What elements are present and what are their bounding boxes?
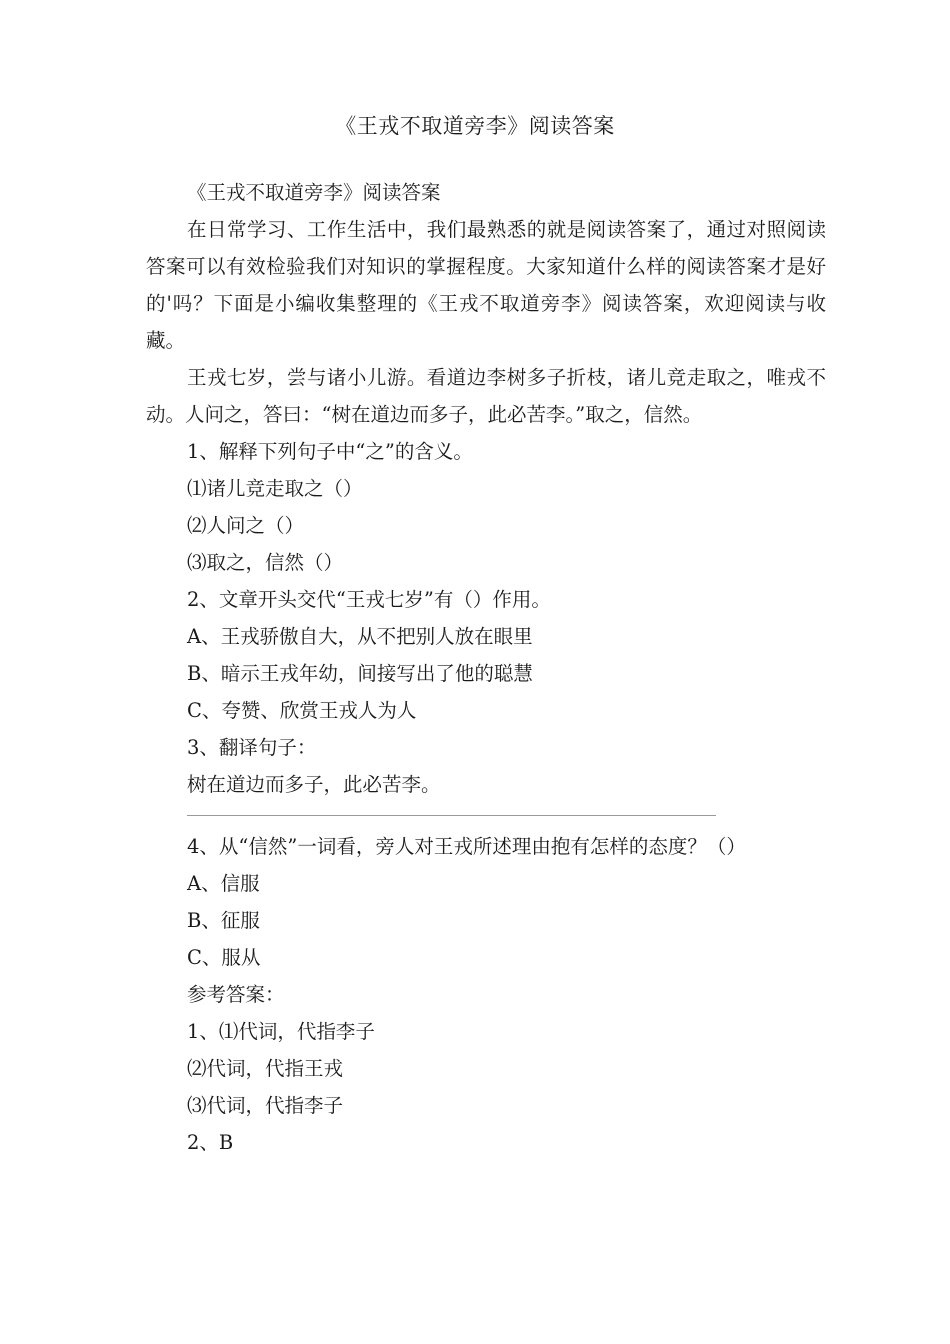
document-body — [146, 174, 826, 1161]
question-line: ⑵人问之（） — [187, 514, 305, 537]
answer-line: ⑵代词，代指王戎 — [187, 1057, 344, 1080]
question-line: C、夸赞、欣赏王戎人为人 — [187, 699, 417, 722]
answer-line: ⑶代词，代指李子 — [187, 1094, 344, 1117]
answer-blank-line — [187, 815, 716, 816]
questions-part1 — [146, 433, 826, 803]
answer-line: 2、B — [187, 1131, 234, 1154]
answer-line: 参考答案： — [187, 983, 285, 1006]
intro-heading: 《王戎不取道旁李》阅读答案 — [187, 181, 441, 204]
question-line: 3、翻译句子： — [187, 736, 317, 759]
intro-paragraph: 在日常学习、工作生活中，我们最熟悉的就是阅读答案了，通过对照阅读答案可以有效检验我们对知识的掌握程度。大家知道什么样的阅读答案才是好的'吗？下面是小编收集整理的《王戎不取道旁李》阅读答案，欢迎阅读与收藏。 — [146, 218, 826, 352]
answer-line: 1、⑴代词，代指李子 — [187, 1020, 375, 1043]
question-line: 2、文章开头交代“王戎七岁”有（）作用。 — [187, 588, 551, 611]
document-title: 《王戎不取道旁李》阅读答案 — [335, 114, 615, 138]
question-line: ⑴诸儿竞走取之（） — [187, 477, 363, 500]
answer-line: C、服从 — [187, 946, 261, 969]
answer-line: B、征服 — [187, 909, 260, 932]
answer-line: 4、从“信然”一词看，旁人对王戎所述理由抱有怎样的态度？（） — [187, 835, 746, 858]
question-line: A、王戎骄傲自大，从不把别人放在眼里 — [187, 625, 533, 648]
questions-part2 — [146, 828, 826, 1161]
passage-paragraph: 王戎七岁，尝与诸小儿游。看道边李树多子折枝，诸儿竞走取之，唯戎不动。人问之，答曰：“树在道边而多子，此必苦李。”取之，信然。 — [146, 366, 826, 426]
answer-line: A、信服 — [187, 872, 260, 895]
question-line: 1、解释下列句子中“之”的含义。 — [187, 440, 473, 463]
question-line: ⑶取之，信然（） — [187, 551, 344, 574]
question-line: B、暗示王戎年幼，间接写出了他的聪慧 — [187, 662, 533, 685]
question-line: 树在道边而多子，此必苦李。 — [187, 773, 441, 796]
